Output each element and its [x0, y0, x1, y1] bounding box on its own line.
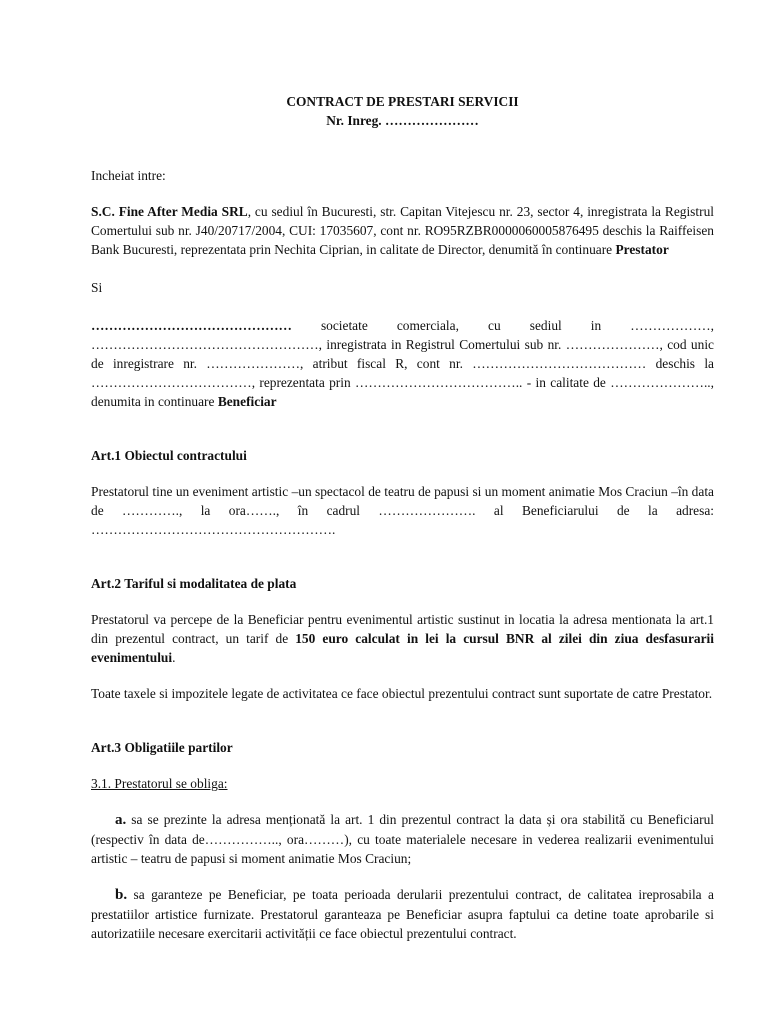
art2-tariff-text: Prestatorul va percepe de la Beneficiar pentru evenimentul artistic sustinut in locatia la adresa mentionata la art.1 din prezentul contract, un tarif de [91, 612, 714, 646]
art2-tariff-paragraph [91, 610, 714, 667]
art1-heading: Art.1 Obiectul contractului [91, 448, 247, 463]
intro-line: Incheiat intre: [91, 168, 166, 183]
prestator-company-name: S.C. Fine After Media SRL [91, 204, 248, 219]
art3-heading: Art.3 Obligatiile partilor [91, 740, 233, 755]
art3-item-a [91, 810, 714, 868]
party-prestator [91, 202, 714, 259]
item-letter: a. [115, 812, 127, 828]
item-text: sa garanteze pe Beneficiar, pe toata perioada derularii prezentului contract, de calitatea ireprosabila a prestatiilor artistice furnizate. Prestatorul garanteaza pe Beneficiar asupra faptului ca detine toate aprobarile si autorizatiile necesare exercitarii activității ce face obiectul prezentului contract. [91, 887, 714, 941]
party-beneficiar [91, 316, 714, 411]
prestator-details: , cu sediul în Bucuresti, str. Capitan Vitejescu nr. 23, sector 4, inregistrata la Registrul Comertului sub nr. J40/20717/2004, CUI: 17035607, cont nr. RO95RZBR0000060005876495 deschis la Raiffeisen Bank Bucuresti, reprezentata prin Nechita Ciprian, in calitate de Director, denumită în continuare [91, 204, 714, 257]
art2-heading: Art.2 Tariful si modalitatea de plata [91, 576, 297, 591]
beneficiar-role: Beneficiar [217, 394, 277, 409]
art2-tariff-end: . [172, 650, 176, 665]
registration-number: Nr. Inreg. ………………… [326, 113, 479, 128]
art1-text: Prestatorul tine un eveniment artistic –un spectacol de teatru de papusi si un moment animatie Mos Craciun –în data de …………., la ora……., în cadrul …………………. al Beneficiarului de la adresa: ………………………………………………. [91, 484, 714, 537]
item-text: sa se prezinte la adresa menționată la art. 1 din prezentul contract la data și ora stabilită cu Beneficiarul (respectiv în data de…………….., ora………), cu toate materialele necesare in vederea realizarii evenimentului artistic – teatru de papusi si moment animatie Mos Craciun; [91, 812, 714, 866]
art3-item-b [91, 885, 714, 943]
item-letter: b. [115, 887, 128, 903]
art2-taxes-paragraph: Toate taxele si impozitele legate de activitatea ce face obiectul prezentului contract sunt suportate de catre Prestator. [91, 686, 713, 701]
beneficiar-details: societate comerciala, cu sediul in ………………, ……………………………………………, inregistrata in Registrul Comertului sub nr. …………………, cod unic de inregistrare nr. …………………, atribut fiscal R, cont nr. ………………………………… deschis la ………………………………, reprezentata prin ……………………………….. - in calitate de ………………….., denumita in continuare [91, 318, 714, 409]
document-title: CONTRACT DE PRESTARI SERVICII [286, 94, 519, 109]
and-line: Si [91, 280, 103, 295]
prestator-role: Prestator [615, 242, 669, 257]
beneficiar-name-blank: ……………………………………… [91, 318, 292, 333]
art2-tariff-amount: 150 euro calculat in lei la cursul BNR al zilei din ziua desfasurarii evenimentului [91, 631, 714, 665]
art3-subheading: 3.1. Prestatorul se obliga: [91, 776, 228, 791]
